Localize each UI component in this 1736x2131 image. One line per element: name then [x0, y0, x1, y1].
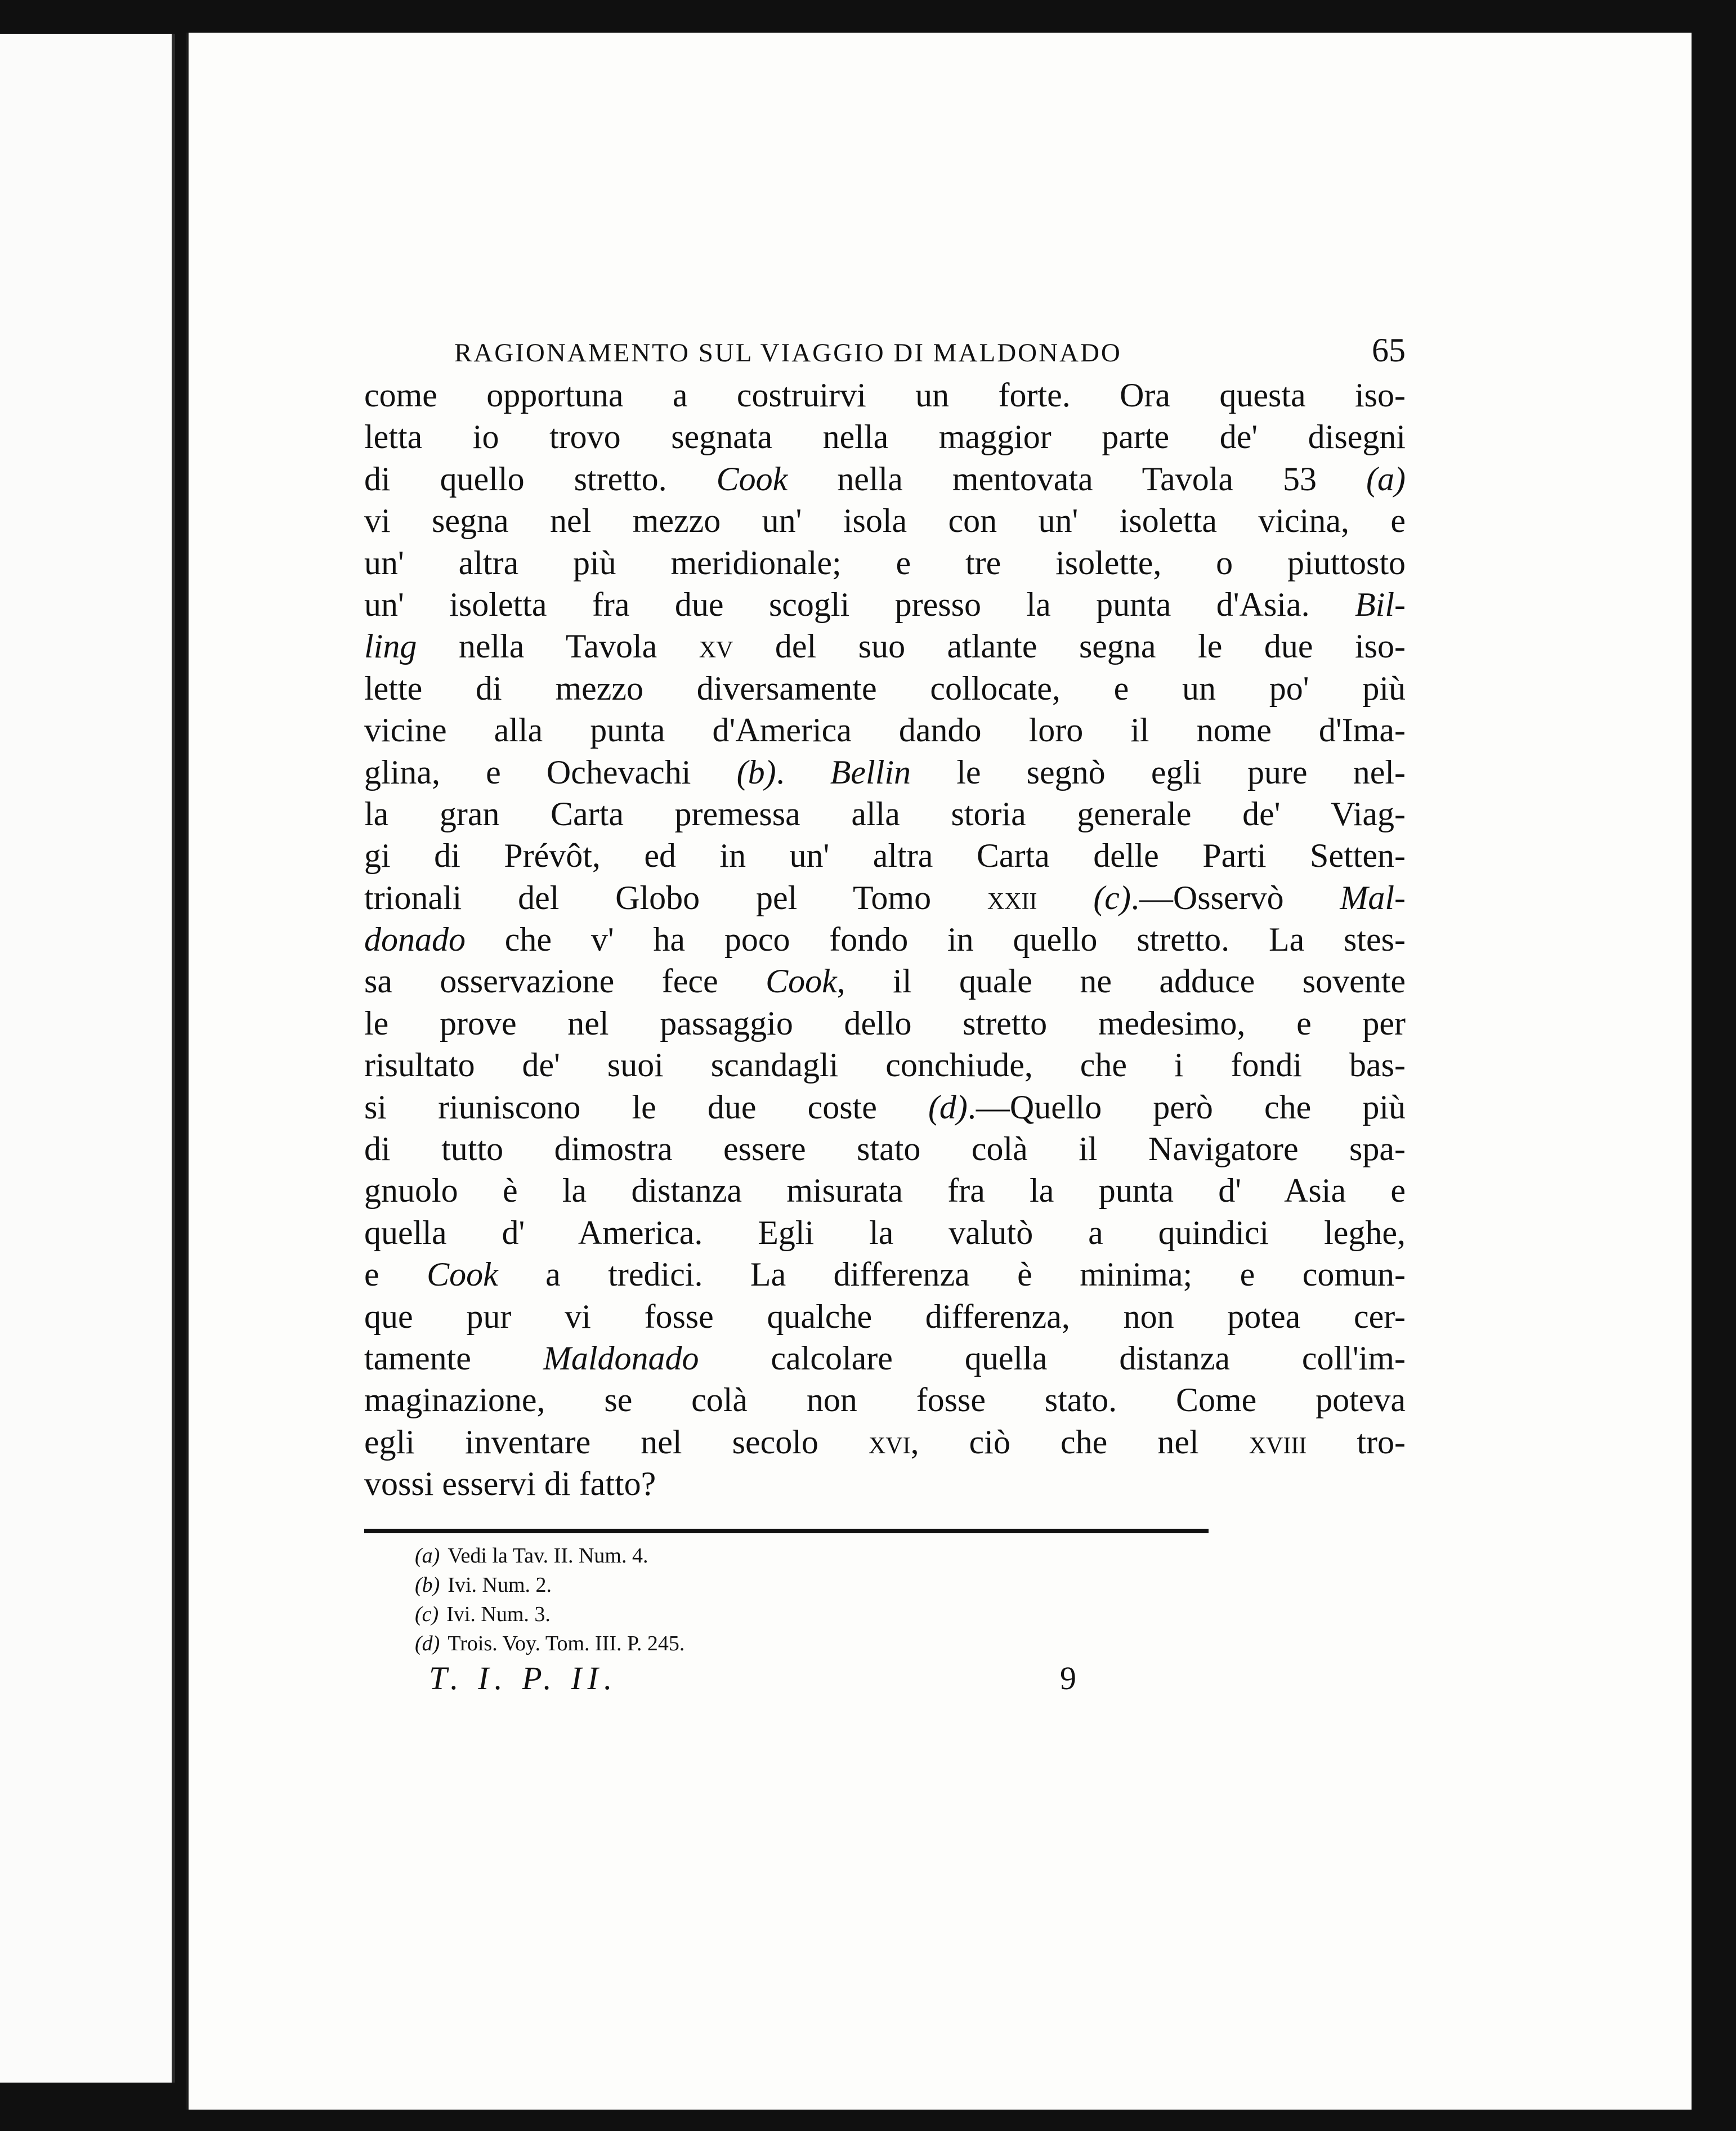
running-header [364, 331, 1406, 370]
text-line: di tutto dimostra essere stato colà il Navigatore spa- [364, 1130, 1406, 1168]
italic-text: donado [364, 921, 466, 959]
text-line: que pur vi fosse qualche differenza, non potea cer- [364, 1297, 1406, 1335]
italic-text: (b) [736, 753, 776, 791]
running-title: RAGIONAMENTO SUL VIAGGIO DI MALDONADO [454, 338, 1122, 368]
text-line: tamente Maldonado calcolare quella distanza coll'im- [364, 1339, 1406, 1377]
footnote-mark: (b) [415, 1573, 440, 1597]
text-line: egli inventare nel secolo xvi, ciò che nel xviii tro- [364, 1423, 1406, 1461]
italic-text: Bellin [830, 753, 911, 791]
signature-mark: T. I. P. II. [429, 1659, 618, 1696]
footnote-text: Ivi. Num. 3. [446, 1602, 551, 1626]
text-line: vi segna nel mezzo un' isola con un' isoletta vicina, e [364, 502, 1406, 540]
italic-text: Maldonado [543, 1339, 699, 1377]
text-line: un' isoletta fra due scogli presso la punta d'Asia. Bil- [364, 585, 1406, 623]
text-line: risultato de' suoi scandagli conchiude, che i fondi bas- [364, 1046, 1406, 1084]
text-line: maginazione, se colà non fosse stato. Come poteva [364, 1381, 1406, 1419]
footnote-text: Trois. Voy. Tom. III. P. 245. [448, 1631, 685, 1655]
text-line: letta io trovo segnata nella maggior parte de' disegni [364, 418, 1406, 456]
text-line: lette di mezzo diversamente collocate, e un po' più [364, 669, 1406, 707]
footnotes [415, 1541, 1406, 1658]
italic-text: Bil- [1355, 585, 1406, 623]
text-line: si riuniscono le due coste (d).—Quello però che più [364, 1088, 1406, 1126]
text-block [364, 331, 1406, 1697]
printer-signature [429, 1659, 1076, 1697]
text-line: di quello stretto. Cook nella mentovata Tavola 53 (a) [364, 460, 1406, 498]
body-text [364, 374, 1406, 1505]
text-line: un' altra più meridionale; e tre isolette, o piuttosto [364, 544, 1406, 581]
text-line: trionali del Globo pel Tomo xxii (c).—Osservò Mal- [364, 879, 1406, 916]
text-line: ling nella Tavola xv del suo atlante segna le due iso- [364, 628, 1406, 665]
text-line: le prove nel passaggio dello stretto medesimo, e per [364, 1004, 1406, 1042]
footnote-mark: (d) [415, 1631, 440, 1655]
roman-numeral: xv [699, 628, 733, 665]
text-line: vossi esservi di fatto? [364, 1465, 656, 1503]
italic-text: (a) [1366, 460, 1406, 498]
text-line: glina, e Ochevachi (b). Bellin le segnò egli pure nel- [364, 753, 1406, 791]
text-line: gnuolo è la distanza misurata fra la punta d' Asia e [364, 1172, 1406, 1210]
footnote [415, 1600, 1406, 1629]
page-number: 65 [1372, 332, 1406, 369]
italic-text: (c) [1093, 879, 1131, 916]
footnote-mark: (a) [415, 1543, 440, 1568]
italic-text: Cook [766, 962, 837, 1000]
text-line: come opportuna a costruirvi un forte. Ora questa iso- [364, 377, 1406, 414]
footnote-text: Ivi. Num. 2. [448, 1573, 552, 1597]
italic-text: ling [364, 628, 417, 665]
text-line: quella d' America. Egli la valutò a quindici leghe, [364, 1214, 1406, 1251]
text-line: gi di Prévôt, ed in un' altra Carta delle Parti Setten- [364, 837, 1406, 875]
book-page [186, 33, 1692, 2110]
text-line: donado che v' ha poco fondo in quello stretto. La stes- [364, 921, 1406, 959]
footnote-mark: (c) [415, 1602, 439, 1626]
text-line: e Cook a tredici. La differenza è minima; e comun- [364, 1256, 1406, 1293]
text-line: vicine alla punta d'America dando loro il nome d'Ima- [364, 711, 1406, 749]
italic-text: (d) [928, 1088, 968, 1126]
italic-text: Cook [716, 460, 788, 498]
text-line: la gran Carta premessa alla storia generale de' Viag- [364, 795, 1406, 832]
italic-text: Cook [427, 1256, 498, 1293]
signature-number: 9 [1060, 1659, 1076, 1696]
left-page-edge [0, 34, 175, 2083]
footnote-rule [364, 1529, 1209, 1533]
italic-text: Mal- [1340, 879, 1406, 916]
roman-numeral: xviii [1249, 1423, 1307, 1461]
footnote [415, 1629, 1406, 1658]
roman-numeral: xxii [987, 879, 1037, 916]
roman-numeral: xvi [868, 1423, 911, 1461]
footnote [415, 1541, 1406, 1570]
footnote-text: Vedi la Tav. II. Num. 4. [448, 1543, 648, 1568]
footnote [415, 1570, 1406, 1600]
text-line: sa osservazione fece Cook, il quale ne adduce sovente [364, 962, 1406, 1000]
